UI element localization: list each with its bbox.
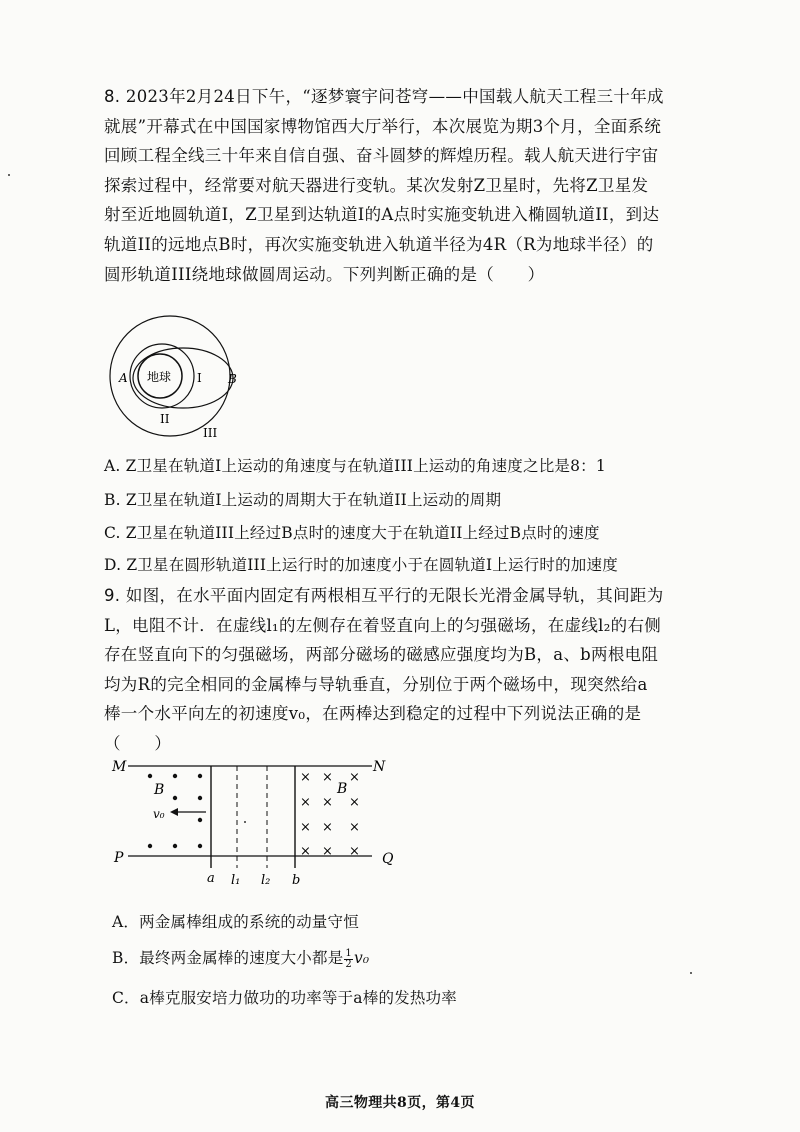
orbit-II-label: II — [160, 412, 170, 426]
svg-text:×: × — [300, 770, 311, 785]
velocity-arrow-head — [170, 808, 178, 816]
scan-speck — [690, 972, 692, 974]
question-9-body: 如图，在水平面内固定有两根相互平行的无限长光滑金属导轨，其间距为L，电阻不计．在虚线l₁的左侧存在着竖直向上的匀强磁场，在虚线l₂的右侧存在竖直向下的匀强磁场，两部分磁场的磁感应强度均为B，a、b两根电阻均为R的完全相同的金属棒与导轨垂直，分别位于两个磁场中，现突然给a棒一个水平向左的初速度v₀，在两棒达到稳定的过程中下列说法正确的是（ ） — [104, 586, 664, 753]
question-9-option-b — [112, 946, 369, 970]
label-b: b — [292, 873, 301, 887]
label-P: P — [114, 850, 124, 866]
label-l1: l₁ — [231, 873, 241, 887]
point-B-label: B — [228, 372, 237, 386]
fraction-denominator: 2 — [345, 958, 352, 970]
point-A-label: A — [119, 371, 128, 385]
earth-label: 地球 — [147, 370, 172, 384]
fraction-one-half — [344, 949, 353, 970]
scan-speck — [244, 821, 246, 823]
question-8-option-a: A. Z卫星在轨道I上运动的角速度与在轨道III上运动的角速度之比是8：1 — [104, 457, 606, 475]
fraction-numerator: 1 — [345, 947, 352, 959]
svg-text:×: × — [322, 844, 333, 859]
orbit-I-label: I — [197, 371, 202, 385]
question-9-number: 9. — [104, 586, 121, 605]
svg-text:×: × — [300, 795, 311, 810]
svg-text:×: × — [322, 795, 333, 810]
rail-diagram — [100, 752, 420, 887]
question-9-text — [104, 581, 664, 759]
scan-speck — [8, 174, 10, 176]
svg-text:×: × — [322, 820, 333, 835]
question-8-option-d: D. Z卫星在圆形轨道III上运行时的加速度小于在圆轨道I上运行时的加速度 — [104, 556, 618, 574]
label-l2: l₂ — [261, 873, 271, 887]
orbit-III-label: III — [203, 426, 218, 440]
svg-text:×: × — [300, 844, 311, 859]
label-B-left: B — [154, 782, 165, 798]
svg-text:×: × — [300, 820, 311, 835]
label-M: M — [112, 759, 127, 775]
svg-text:×: × — [322, 770, 333, 785]
field-crosses — [300, 770, 360, 859]
question-9-option-c: C．a棒克服安培力做功的功率等于a棒的发热功率 — [112, 989, 457, 1007]
label-Q: Q — [382, 851, 394, 867]
svg-text:×: × — [349, 795, 360, 810]
svg-text:×: × — [349, 820, 360, 835]
question-9-option-a: A．两金属棒组成的系统的动量守恒 — [112, 913, 359, 931]
question-8-option-c: C. Z卫星在轨道III上经过B点时的速度大于在轨道II上经过B点时的速度 — [104, 524, 600, 542]
label-a: a — [207, 871, 215, 886]
svg-text:×: × — [349, 770, 360, 785]
svg-text:×: × — [349, 844, 360, 859]
label-N: N — [373, 759, 386, 775]
question-9-option-b-v0: v₀ — [353, 949, 370, 967]
question-8-number: 8. — [104, 87, 121, 106]
question-9-option-b-text: B．最终两金属棒的速度大小都是 — [112, 949, 344, 967]
question-8-option-b: B. Z卫星在轨道I上运动的周期大于在轨道II上运动的周期 — [104, 491, 502, 509]
label-B-right: B — [337, 781, 348, 797]
page-footer: 高三物理共8页，第4页 — [325, 1095, 475, 1111]
label-v0: v₀ — [153, 807, 165, 821]
question-8-body: 2023年2月24日下午，“逐梦寰宇问苍穹——中国载人航天工程三十年成就展”开幕式在中国国家博物馆西大厅举行，本次展览为期3个月，全面系统回顾工程全线三十年来自信自强、奋斗圆梦的辉煌历程。载人航天进行宇宙探索过程中，经常要对航天器进行变轨。某次发射Z卫星时，先将Z卫星发射至近地圆轨道I，Z卫星到达轨道I的A点时实施变轨进入椭圆轨道II，到达轨道II的远地点B时，再次实施变轨进入轨道半径为4R（R为地球半径）的圆形轨道III绕地球做圆周运动。下列判断正确的是（ ） — [104, 87, 664, 284]
orbit-diagram — [100, 310, 260, 445]
question-8-text — [104, 82, 664, 289]
